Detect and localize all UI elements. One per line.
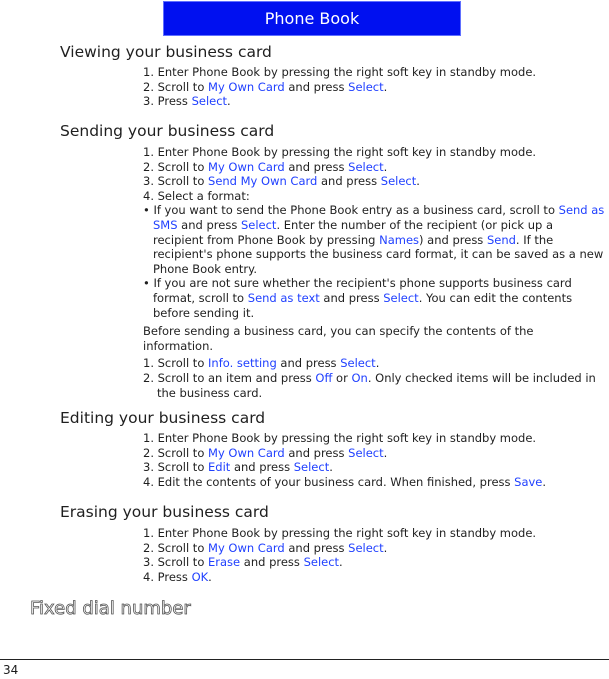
step: 4. Select a format: [143, 188, 250, 203]
viewing-title: Viewing your business card [60, 43, 272, 61]
bullet-send-as-sms: • If you want to send the Phone Book entry as a business card, scroll to Send as SMS and press Select. Enter the number of the recipient (or pick up a recipient from Phone Book by pressing Names) and press Send. If the recipient's phone supports the business card format, it can be saved as a new Phone Book entry. [143, 203, 605, 276]
viewing-steps [143, 65, 605, 109]
step: 3. Scroll to Edit and press Select. [143, 460, 333, 475]
step: 2. Scroll to My Own Card and press Select. [143, 159, 388, 174]
step: 1. Scroll to Info. setting and press Select. [143, 356, 380, 371]
step: 4. Edit the contents of your business card. When finished, press Save. [143, 474, 547, 489]
step: 2. Scroll to an item and press Off or On. Only checked items will be included in the business card. [143, 370, 596, 400]
step: 1. Enter Phone Book by pressing the right soft key in standby mode. [143, 145, 537, 159]
step: 2. Scroll to My Own Card and press Select. [143, 445, 388, 460]
erasing-steps [143, 526, 605, 584]
editing-title: Editing your business card [60, 409, 266, 427]
footer-divider [0, 659, 609, 660]
erasing-title: Erasing your business card [60, 503, 269, 521]
step: 2. Scroll to My Own Card and press Select. [143, 79, 388, 94]
step: 3. Scroll to Send My Own Card and press Select. [143, 174, 420, 189]
step: 1. Enter Phone Book by pressing the right soft key in standby mode. [143, 65, 537, 79]
step: 4. Press OK. [143, 569, 212, 584]
step: 3. Scroll to Erase and press Select. [143, 555, 343, 570]
tab-label: Phone Book [264, 9, 360, 28]
step: 1. Enter Phone Book by pressing the right soft key in standby mode. [143, 431, 537, 445]
fixed-dial-number-heading: Fixed dial number [30, 598, 191, 619]
step: 3. Press Select. [143, 94, 231, 109]
editing-steps [143, 431, 605, 489]
step: 1. Enter Phone Book by pressing the right soft key in standby mode. [143, 526, 537, 540]
sending-steps [143, 145, 605, 400]
phone-book-tab [163, 1, 461, 36]
page-number: 34 [3, 663, 19, 677]
info-note: Before sending a business card, you can specify the contents of the information. [143, 324, 534, 353]
sending-title: Sending your business card [60, 122, 275, 140]
step: 2. Scroll to My Own Card and press Select. [143, 540, 388, 555]
bullet-send-as-text: • If you are not sure whether the recipient's phone supports business card format, scroll to Send as text and press Select. You can edit the contents before sending it. [143, 276, 573, 320]
